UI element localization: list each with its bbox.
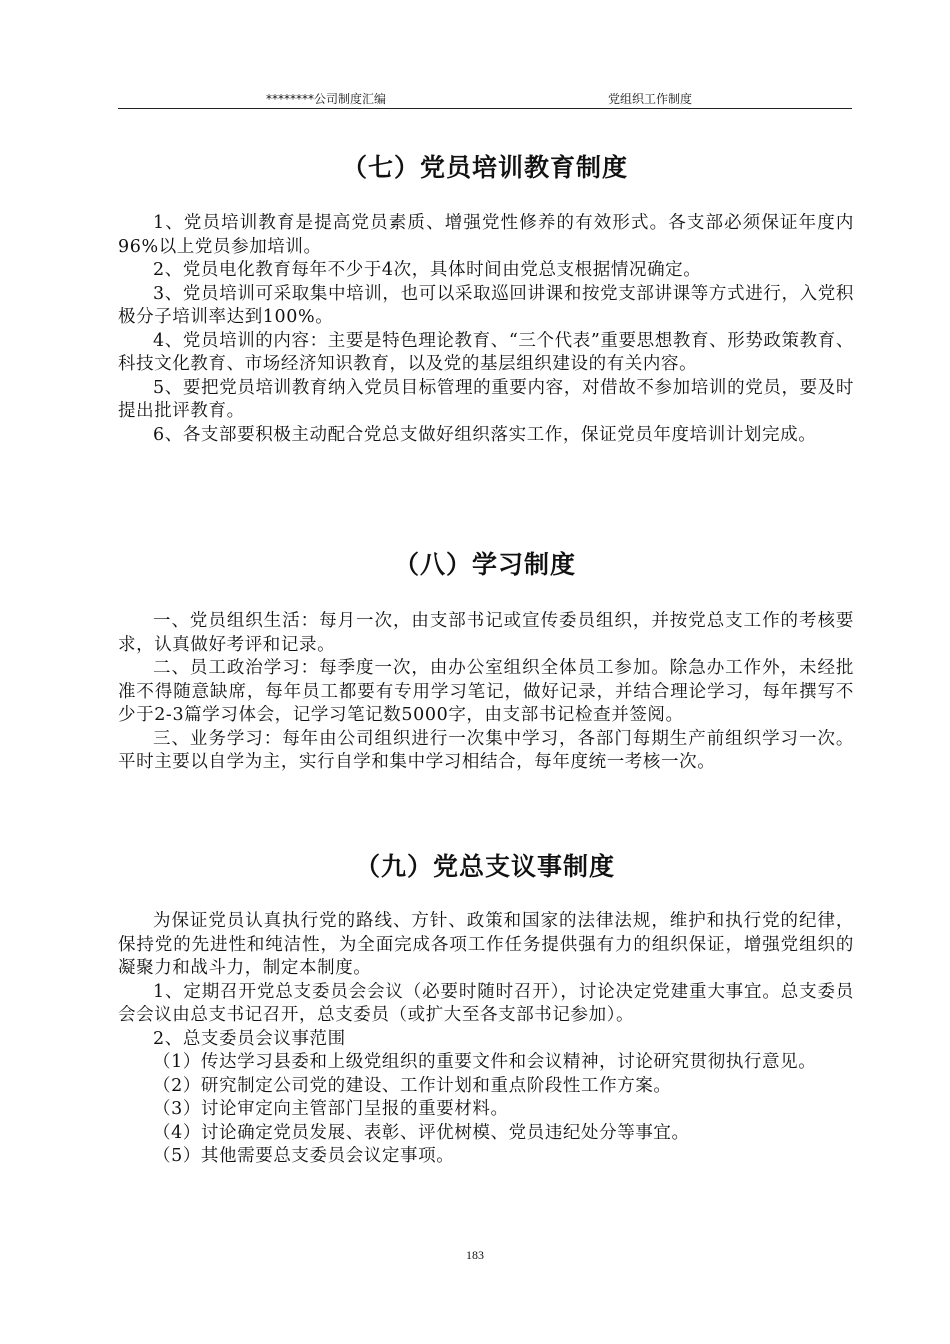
header-right: 党组织工作制度 — [608, 92, 693, 106]
paragraph: 为保证党员认真执行党的路线、方针、政策和国家的法律法规，维护和执行党的纪律，保持党的先进性和纯洁性，为全面完成各项工作任务提供强有力的组织保证，增强党组织的凝聚力和战斗力，制定本制度。 — [118, 911, 854, 978]
paragraph: 6、各支部要积极主动配合党总支做好组织落实工作，保证党员年度培训计划完成。 — [153, 424, 817, 445]
paragraph: （1）传达学习县委和上级党组织的重要文件和会议精神，讨论研究贯彻执行意见。 — [153, 1052, 817, 1072]
paragraph: 二、员工政治学习：每季度一次，由办公室组织全体员工参加。除急办工作外，未经批准不得随意缺席，每年员工都要有专用学习笔记，做好记录，并结合理论学习，每年撰写不少于2-3篇学习体会，记学习笔记数5000字，由支部书记检查并签阅。 — [118, 658, 854, 725]
paragraph: 2、总支委员会议事范围 — [153, 1028, 346, 1049]
paragraph: 一、党员组织生活：每月一次，由支部书记或宣传委员组织，并按党总支工作的考核要求，认真做好考评和记录。 — [118, 611, 854, 655]
section-title-9: （九）党总支议事制度 — [354, 852, 615, 881]
paragraph: （5）其他需要总支委员会议定事项。 — [153, 1146, 455, 1166]
paragraph: （3）讨论审定向主管部门呈报的重要材料。 — [153, 1099, 509, 1119]
paragraph: 4、党员培训的内容：主要是特色理论教育、“三个代表”重要思想教育、形势政策教育、科技文化教育、市场经济知识教育，以及党的基层组织建设的有关内容。 — [118, 330, 854, 374]
section-title-7: （七）党员培训教育制度 — [341, 153, 628, 182]
paragraph: 2、党员电化教育每年不少于4次，具体时间由党总支根据情况确定。 — [153, 260, 702, 280]
paragraph: 5、要把党员培训教育纳入党员目标管理的重要内容，对借故不参加培训的党员，要及时提出批评教育。 — [118, 377, 854, 421]
paragraph: 三、业务学习：每年由公司组织进行一次集中学习，各部门每期生产前组织学习一次。平时主要以自学为主，实行自学和集中学习相结合，每年度统一考核一次。 — [118, 728, 854, 772]
section-title-8: （八）学习制度 — [393, 550, 576, 579]
paragraph: 3、党员培训可采取集中培训，也可以采取巡回讲课和按党支部讲课等方式进行，入党积极分子培训率达到100%。 — [118, 283, 854, 327]
section-9-body — [118, 910, 854, 1169]
paragraph: （2）研究制定公司党的建设、工作计划和重点阶段性工作方案。 — [153, 1075, 672, 1096]
page-number: 183 — [466, 1248, 484, 1262]
paragraph: （4）讨论确定党员发展、表彰、评优树模、党员违纪处分等事宜。 — [153, 1122, 690, 1143]
section-7-body — [118, 212, 854, 447]
paragraph: 1、党员培训教育是提高党员素质、增强党性修养的有效形式。各支部必须保证年度内96%以上党员参加培训。 — [118, 213, 854, 257]
paragraph: 1、定期召开党总支委员会会议（必要时随时召开），讨论决定党建重大事宜。总支委员会会议由总支书记召开，总支委员（或扩大至各支部书记参加）。 — [118, 981, 854, 1025]
header-left: ********公司制度汇编 — [266, 92, 387, 106]
section-8-body — [118, 610, 854, 775]
page-header — [118, 88, 852, 109]
